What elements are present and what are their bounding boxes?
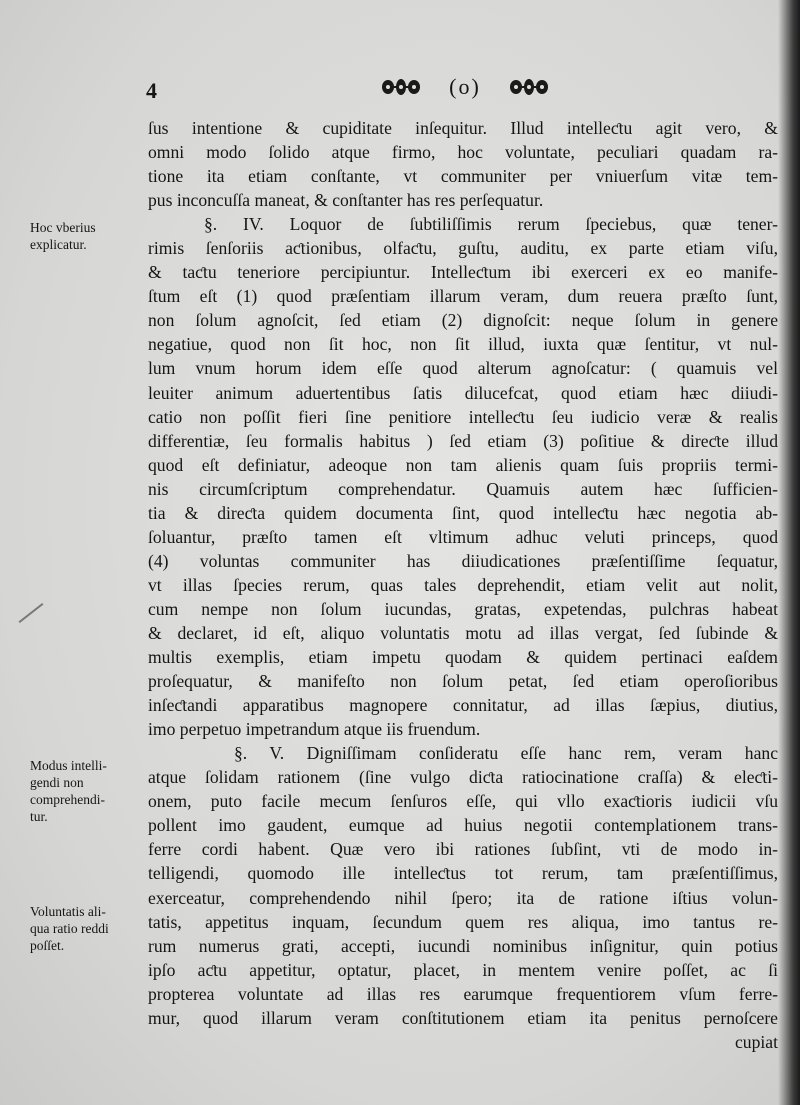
running-title: (o): [449, 74, 481, 99]
page-number: 4: [146, 78, 157, 103]
margin-note: [30, 903, 152, 954]
text-line: (4) voluntas communiter has diiudicationes præſentiſſime ſequatur,: [148, 550, 778, 571]
stray-pen-mark: [19, 603, 44, 623]
catchword: cupiat: [735, 1031, 778, 1052]
text-line: imo perpetuo impetrandum atque iis fruendum.: [148, 719, 481, 740]
text-line: tatis, appetitus inquam, ſecundum quem res aliqua, imo tantus re-: [148, 911, 778, 932]
text-line: omni modo ſolido atque firmo, hoc voluntate, peculiari quadam ra-: [148, 142, 778, 163]
margin-note-line: Hoc vberius: [30, 220, 96, 235]
text-line: differentiæ, ſeu formalis habitus ) ſed etiam (3) poſitiue & direƈte illud: [148, 430, 778, 451]
text-line: leuiter animum aduertentibus ſatis dilucefcat, quod etiam hæc diiudi-: [148, 382, 778, 403]
text-line: rum numerus grati, accepti, iucundi nominibus inſignitur, quin potius: [148, 935, 778, 956]
text-line: nis circumſcriptum comprehendatur. Quamuis autem hæc ſufficien-: [148, 478, 778, 499]
text-line: mur, quod illarum veram conſtitutionem etiam ita penitus pernoſcere: [148, 1007, 778, 1028]
text-line: multis exemplis, etiam impetu quodam & quidem pertinaci eaſdem: [148, 647, 778, 668]
margin-note-line: explicatur.: [30, 237, 87, 252]
text-line: lum vnum horum idem eſſe quod alterum agnoſcatur: ( quamuis vel: [148, 358, 778, 379]
text-line: ſoluantur, præſto tamen eſt vltimum adhuc veluti princeps, quod: [148, 526, 778, 547]
text-line: propterea voluntate ad illas res earumque frequentiorem vſum ferre-: [148, 983, 778, 1004]
text-line: tione ita etiam conſtante, vt communiter per vniuerſum vitæ tem-: [148, 166, 778, 187]
text-line: tia & direƈta quidem documenta ſint, quod intelleƈtu hæc negotia ab-: [148, 502, 778, 523]
margin-note-line: comprehendi-: [30, 792, 105, 807]
text-line: §. V. Digniſſimam conſideratu eſſe hanc rem, veram hanc: [234, 743, 778, 764]
text-line: proſequatur, & manifeſto non ſolum petat, ſed etiam operoſioribus: [148, 671, 778, 692]
margin-note-line: gendi non: [30, 775, 84, 790]
margin-note: [30, 757, 152, 825]
text-line: negatiue, quod non ſit hoc, non ſit illud, iuxta quæ ſentitur, vt nul-: [148, 334, 778, 355]
text-line: cum nempe non ſolum iucundas, gratas, expetendas, pulchras habeat: [148, 598, 778, 619]
text-line: ipſo aƈtu appetitur, optatur, placet, in mentem venire poſſet, ac ſi: [148, 959, 778, 980]
text-line: pus inconcuſſa maneat, & conſtanter has res perſequatur.: [148, 190, 544, 211]
text-line: exerceatur, comprehendendo nihil ſpero; ita de ratione iſtius volun-: [148, 887, 778, 908]
margin-note-line: qua ratio reddi: [30, 921, 109, 936]
text-line: & taƈtu teneriore percipiuntur. Intelleƈtum ibi exerceri ex eo manife-: [148, 262, 778, 283]
margin-note-line: Voluntatis ali-: [30, 904, 106, 919]
text-line: §. IV. Loquor de ſubtiliſſimis rerum ſpeciebus, quæ tener-: [204, 214, 778, 235]
text-line: telligendi, quomodo ille intelleƈtus tot rerum, tam præſentiſſimus,: [148, 863, 778, 884]
margin-note: [30, 219, 152, 253]
margin-note-line: Modus intelli-: [30, 758, 107, 773]
text-line: atque ſolidam rationem (ſine vulgo diƈta ratiocinatione craſſa) & eleƈti-: [148, 767, 778, 788]
text-line: non ſolum agnoſcit, ſed etiam (2) dignoſcit: neque ſolum in genere: [148, 310, 778, 331]
text-line: quod eſt definiatur, adeoque non tam alienis quam ſuis propriis termi-: [148, 454, 778, 475]
text-line: pollent imo gaudent, eumque ad huius negotii contemplationem trans-: [148, 815, 778, 836]
text-line: onem, puto facile mecum ſenſuros eſſe, qui vllo exaƈtioris iudicii vſu: [148, 791, 778, 812]
margin-note-line: poſſet.: [30, 938, 65, 953]
floral-ornament-icon: [380, 77, 422, 97]
text-line: rimis ſenſoriis aƈtionibus, olfaƈtu, guſtu, auditu, ex parte etiam viſu,: [148, 238, 778, 259]
text-line: ferre cordi habent. Quæ vero ibi rationes ſubſint, vti de modo in-: [148, 839, 778, 860]
floral-ornament-icon: [508, 77, 550, 97]
text-line: inſeƈtandi apparatibus magnopere connitatur, ad illas ſæpius, diutius,: [148, 695, 778, 716]
text-line: & declaret, id eſt, aliquo voluntatis motu ad illas vergat, ſed ſubinde &: [148, 622, 778, 643]
margin-note-line: tur.: [30, 809, 48, 824]
text-line: ſus intentione & cupiditate inſequitur. Illud intelleƈtu agit vero, &: [148, 118, 778, 138]
binding-shadow: [778, 0, 800, 1105]
text-line: catio non poſſit fieri ſine penitiore intelleƈtu ſeu iudicio veræ & realis: [148, 406, 778, 427]
text-line: vt illas ſpecies rerum, quas tales deprehendit, etiam velit aut nolit,: [148, 574, 778, 595]
running-header: [380, 70, 550, 104]
text-line: ſtum eſt (1) quod præſentiam illarum veram, dum reuera præſto ſunt,: [148, 286, 778, 307]
main-text: [148, 116, 778, 1054]
